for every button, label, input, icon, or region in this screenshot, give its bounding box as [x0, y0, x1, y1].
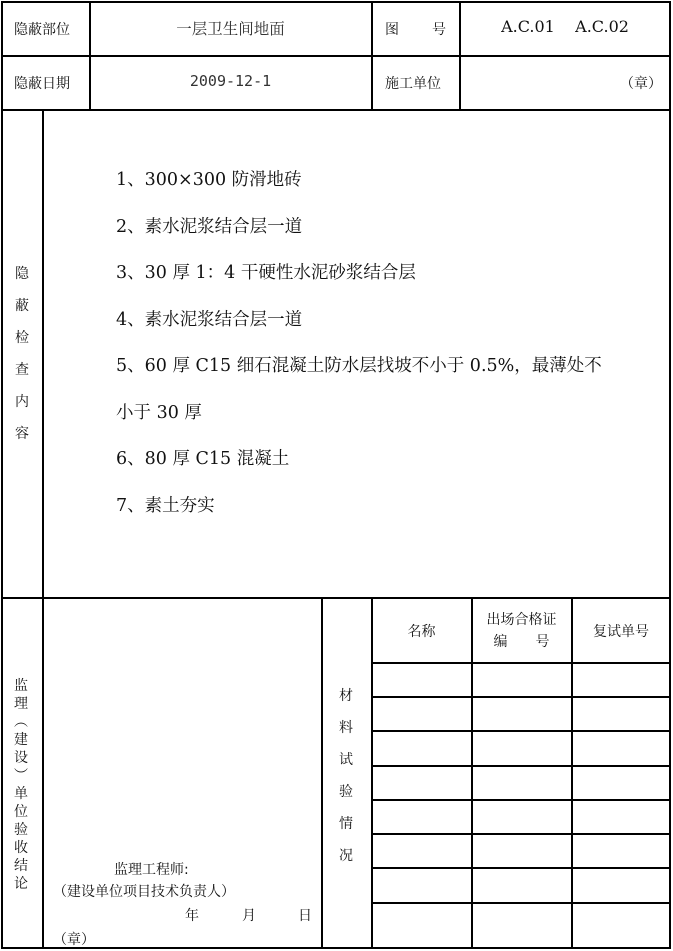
side-char: 设: [14, 750, 28, 766]
side-char: 验: [339, 784, 353, 800]
label-day: 日: [298, 908, 312, 924]
inspection-item-6: 6、80 厚 C15 混凝土: [116, 449, 290, 469]
cell-certificate[interactable]: [473, 904, 570, 946]
side-char: 单: [14, 786, 28, 802]
cell-certificate[interactable]: [473, 835, 570, 866]
side-char: 论: [14, 876, 28, 892]
side-char: 查: [15, 362, 29, 378]
side-char: 收: [14, 840, 28, 856]
side-char: 况: [339, 848, 353, 864]
divider-row1: [1, 55, 671, 57]
side-char: 料: [339, 720, 353, 736]
inspection-item-1: 1、300×300 防滑地砖: [116, 170, 302, 190]
label-drawing-no-b: 号: [432, 22, 446, 38]
cell-name[interactable]: [373, 835, 470, 866]
cell-name[interactable]: [373, 904, 470, 946]
inspection-side-label: [12, 258, 32, 450]
inspection-item-3: 3、30 厚 1：4 干硬性水泥砂浆结合层: [116, 263, 416, 283]
cell-name[interactable]: [373, 732, 470, 764]
side-char: 材: [339, 688, 353, 704]
cell-certificate[interactable]: [473, 767, 570, 798]
divider-col2: [371, 1, 373, 110]
label-construction-unit: 施工单位: [385, 76, 441, 92]
col-header-name: 名称: [407, 624, 436, 640]
label-year: 年: [185, 908, 199, 924]
label-concealed-location: 隐蔽部位: [14, 22, 70, 38]
cell-name[interactable]: [373, 767, 470, 798]
cell-retest[interactable]: [573, 664, 669, 695]
cell-certificate[interactable]: [473, 664, 570, 695]
cell-name[interactable]: [373, 801, 470, 832]
border-right: [669, 1, 671, 948]
label-concealed-date: 隐蔽日期: [14, 76, 70, 92]
cell-retest[interactable]: [573, 869, 669, 901]
side-char: ︶: [14, 768, 28, 784]
cell-retest[interactable]: [573, 904, 669, 946]
cell-retest[interactable]: [573, 835, 669, 866]
col-header-certificate-line2: 编 号: [493, 634, 550, 650]
cell-certificate[interactable]: [473, 869, 570, 901]
divider-accept: [321, 597, 323, 948]
value-construction-unit-seal[interactable]: （章）: [620, 76, 662, 92]
inspection-item-5-cont: 小于 30 厚: [116, 402, 202, 423]
inspection-item-4: 4、素水泥浆结合层一道: [116, 309, 303, 330]
side-char: 情: [339, 816, 353, 832]
col-header-retest-no: 复试单号: [593, 624, 649, 640]
border-top: [1, 1, 671, 3]
side-char: 试: [339, 752, 353, 768]
label-seal: （章）: [53, 932, 95, 948]
cell-retest[interactable]: [573, 698, 669, 729]
side-char: 蔽: [15, 298, 29, 314]
divider-row2: [1, 109, 671, 111]
label-supervising-engineer: 监理工程师:: [114, 862, 189, 878]
cell-certificate[interactable]: [473, 732, 570, 764]
col-header-certificate: [472, 609, 571, 653]
side-char: 验: [14, 822, 28, 838]
cell-retest[interactable]: [573, 801, 669, 832]
value-concealed-date[interactable]: 2009-12-1: [189, 72, 272, 90]
label-month: 月: [242, 908, 256, 924]
side-char: 位: [14, 804, 28, 820]
side-char: 检: [15, 330, 29, 346]
side-char: 容: [15, 426, 29, 442]
inspection-content[interactable]: [116, 160, 602, 532]
side-char: 隐: [15, 266, 29, 282]
side-char: 监: [14, 678, 28, 694]
label-owner-tech-lead: （建设单位项目技术负责人）: [53, 884, 235, 900]
label-drawing-no-a: 图: [385, 22, 399, 38]
inspection-item-2: 2、素水泥浆结合层一道: [116, 216, 303, 237]
acceptance-side-label: [11, 677, 31, 893]
side-char: 理: [14, 696, 28, 712]
cell-name[interactable]: [373, 664, 470, 695]
side-char: 建: [14, 732, 28, 748]
cell-name[interactable]: [373, 869, 470, 901]
side-char: 内: [15, 394, 29, 410]
inspection-item-7: 7、素土夯实: [116, 495, 215, 516]
materials-side-label: [336, 680, 356, 872]
cell-retest[interactable]: [573, 732, 669, 764]
side-char: ︵: [14, 714, 28, 730]
inspection-item-5: 5、60 厚 C15 细石混凝土防水层找坡不小于 0.5%，最薄处不: [116, 356, 602, 376]
cell-name[interactable]: [373, 698, 470, 729]
col-header-certificate-line1: 出场合格证: [486, 612, 557, 628]
cell-certificate[interactable]: [473, 801, 570, 832]
cell-certificate[interactable]: [473, 698, 570, 729]
value-drawing-no[interactable]: A.C.01 A.C.02: [501, 17, 629, 36]
value-concealed-location[interactable]: 一层卫生间地面: [176, 20, 285, 38]
border-left: [1, 1, 3, 948]
side-char: 结: [14, 858, 28, 874]
cell-retest[interactable]: [573, 767, 669, 798]
